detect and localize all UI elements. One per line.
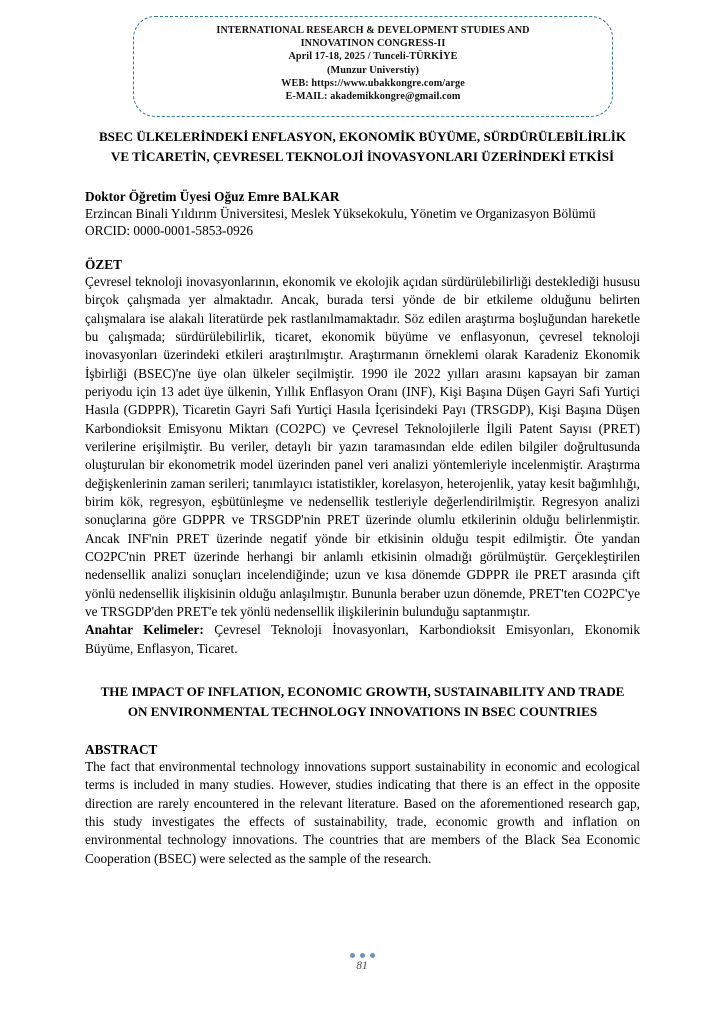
ozet-heading: ÖZET xyxy=(85,256,122,272)
page-title-english: THE IMPACT OF INFLATION, ECONOMIC GROWTH, SUSTAINABILITY AND TRADE ON ENVIRONMENTAL TECHNOLOGY INNOVATIONS IN BSEC COUNTRIES xyxy=(100,684,625,719)
congress-header-box xyxy=(133,16,613,117)
keywords-value: Çevresel Teknoloji İnovasyonları, Karbondioksit Emisyonları, Ekonomik Büyüme, Enflasyon, Ticaret. xyxy=(85,622,641,656)
dot-icon xyxy=(370,953,375,958)
dot-icon xyxy=(350,953,355,958)
page-footer xyxy=(0,952,724,973)
abstract-heading: ABSTRACT xyxy=(85,742,158,758)
header-line-1: INTERNATIONAL RESEARCH & DEVELOPMENT STUDIES AND xyxy=(216,25,530,36)
header-line-web: WEB: https://www.ubakkongre.com/arge xyxy=(281,77,465,89)
document-content xyxy=(85,127,640,868)
page-title-turkish: BSEC ÜLKELERİNDEKİ ENFLASYON, EKONOMİK BÜYÜME, SÜRDÜRÜLEBİLİRLİK VE TİCARETİN, ÇEVRESEL TEKNOLOJİ İNOVASYONLARI ÜZERİNDEKİ ETKİSİ xyxy=(98,129,627,164)
header-line-2: INNOVATINON CONGRESS-II xyxy=(300,38,446,50)
author-orcid: ORCID: 0000-0001-5853-0926 xyxy=(85,223,254,239)
abstract-body: The fact that environmental technology innovations support sustainability in economic and ecological terms is included in many studies. However, studies indicating that there is an effect in the opposite direction are rarely encountered in the relevant literature. Based on the aforementioned research gap, this study investigates the effects of sustainability, trade, economic growth and inflation on environmental technology innovations. The countries that are members of the Black Sea Economic Cooperation (BSEC) were selected as the sample of the research. xyxy=(85,759,640,866)
footer-dots-ornament xyxy=(0,952,724,959)
keywords-turkish xyxy=(85,621,640,658)
page-number: 81 xyxy=(356,960,368,972)
ozet-body: Çevresel teknoloji inovasyonlarının, ekonomik ve ekolojik açıdan sürdürülebilirliği desteklediği hususu birçok çalışmada yer almaktadır. Ancak, burada tersi yönde de bir etkileme olduğunu belirten çalışmalara ise alakalı literatürde pek rastlanılmamaktadır. Söz edilen araştırma boşluğundan hareketle bu çalışmada; sürdürülebilirlik, ticaret, ekonomik büyüme ve enflasyonun, çevresel teknoloji inovasyonları üzerindeki etkileri araştırılmıştır. Araştırmanın örneklemi olarak Karadeniz Ekonomik İşbirliği (BSEC)'ne üye olan ülkeler seçilmiştir. 1990 ile 2022 yılları arasını kapsayan bir zaman periyodu için 13 adet üye ülkenin, Yıllık Enflasyon Oranı (INF), Kişi Başına Düşen Gayri Safi Yurtiçi Hasıla (GDPPR), Ticaretin Gayri Safi Yurtiçi Hasıla İçerisindeki Payı (TRSGDP), Kişi Başına Düşen Karbondioksit Emisyonu Miktarı (CO2PC) ve Çevresel Teknolojilerle İlgili Patent Sayısı (PRET) verilerine erişilmiştir. Bu veriler, detaylı bir yazın taramasından elde edilen bilgiler doğrultusunda oluşturulan bir ekonometrik model üzerinden panel veri analizi yöntemleriyle incelenmiştir. Araştırma değişkenlerinin zaman serileri; tanımlayıcı istatistikler, korelasyon, heterojenlik, yatay kesit bağımlılığı, birim kök, regresyon, eşbütünleşme ve nedensellik testleriyle değerlendirilmiştir. Regresyon analizi sonuçlarına göre GDPPR ve TRSGDP'nin PRET üzerinde olumlu etkilerinin olduğu belirlenmiştir. Ancak INF'nin PRET üzerinde negatif yönde bir etkisinin olduğu tespit edilmiştir. Öte yandan CO2PC'nin PRET üzerinde herhangi bir anlamlı etkisinin olmadığı görülmüştür. Gerçekleştirilen nedensellik analizi sonuçları incelendiğinde; uzun ve kısa dönemde GDPPR ile PRET arasında çift yönlü nedensellik ilişkisinin olduğu anlaşılmıştır. Bununla beraber uzun dönemde, PRET'ten CO2PC'ye ve TRSGDP'den PRET'e tek yönlü nedensellik ilişkilerinin bulunduğu saptanmıştır. xyxy=(85,273,640,619)
author-block xyxy=(85,188,640,240)
dot-icon xyxy=(360,953,365,958)
header-line-email: E-MAIL: akademikkongre@gmail.com xyxy=(285,91,461,103)
author-name: Doktor Öğretim Üyesi Oğuz Emre BALKAR xyxy=(85,189,340,204)
header-line-date: April 17-18, 2025 / Tunceli-TÜRKİYE xyxy=(288,51,458,63)
keywords-label: Anahtar Kelimeler: xyxy=(85,622,204,638)
author-affiliation: Erzincan Binali Yıldırım Üniversitesi, Meslek Yüksekokulu, Yönetim ve Organizasyon Bölümü xyxy=(85,206,596,221)
header-line-university: (Munzur Universtiy) xyxy=(327,64,419,76)
